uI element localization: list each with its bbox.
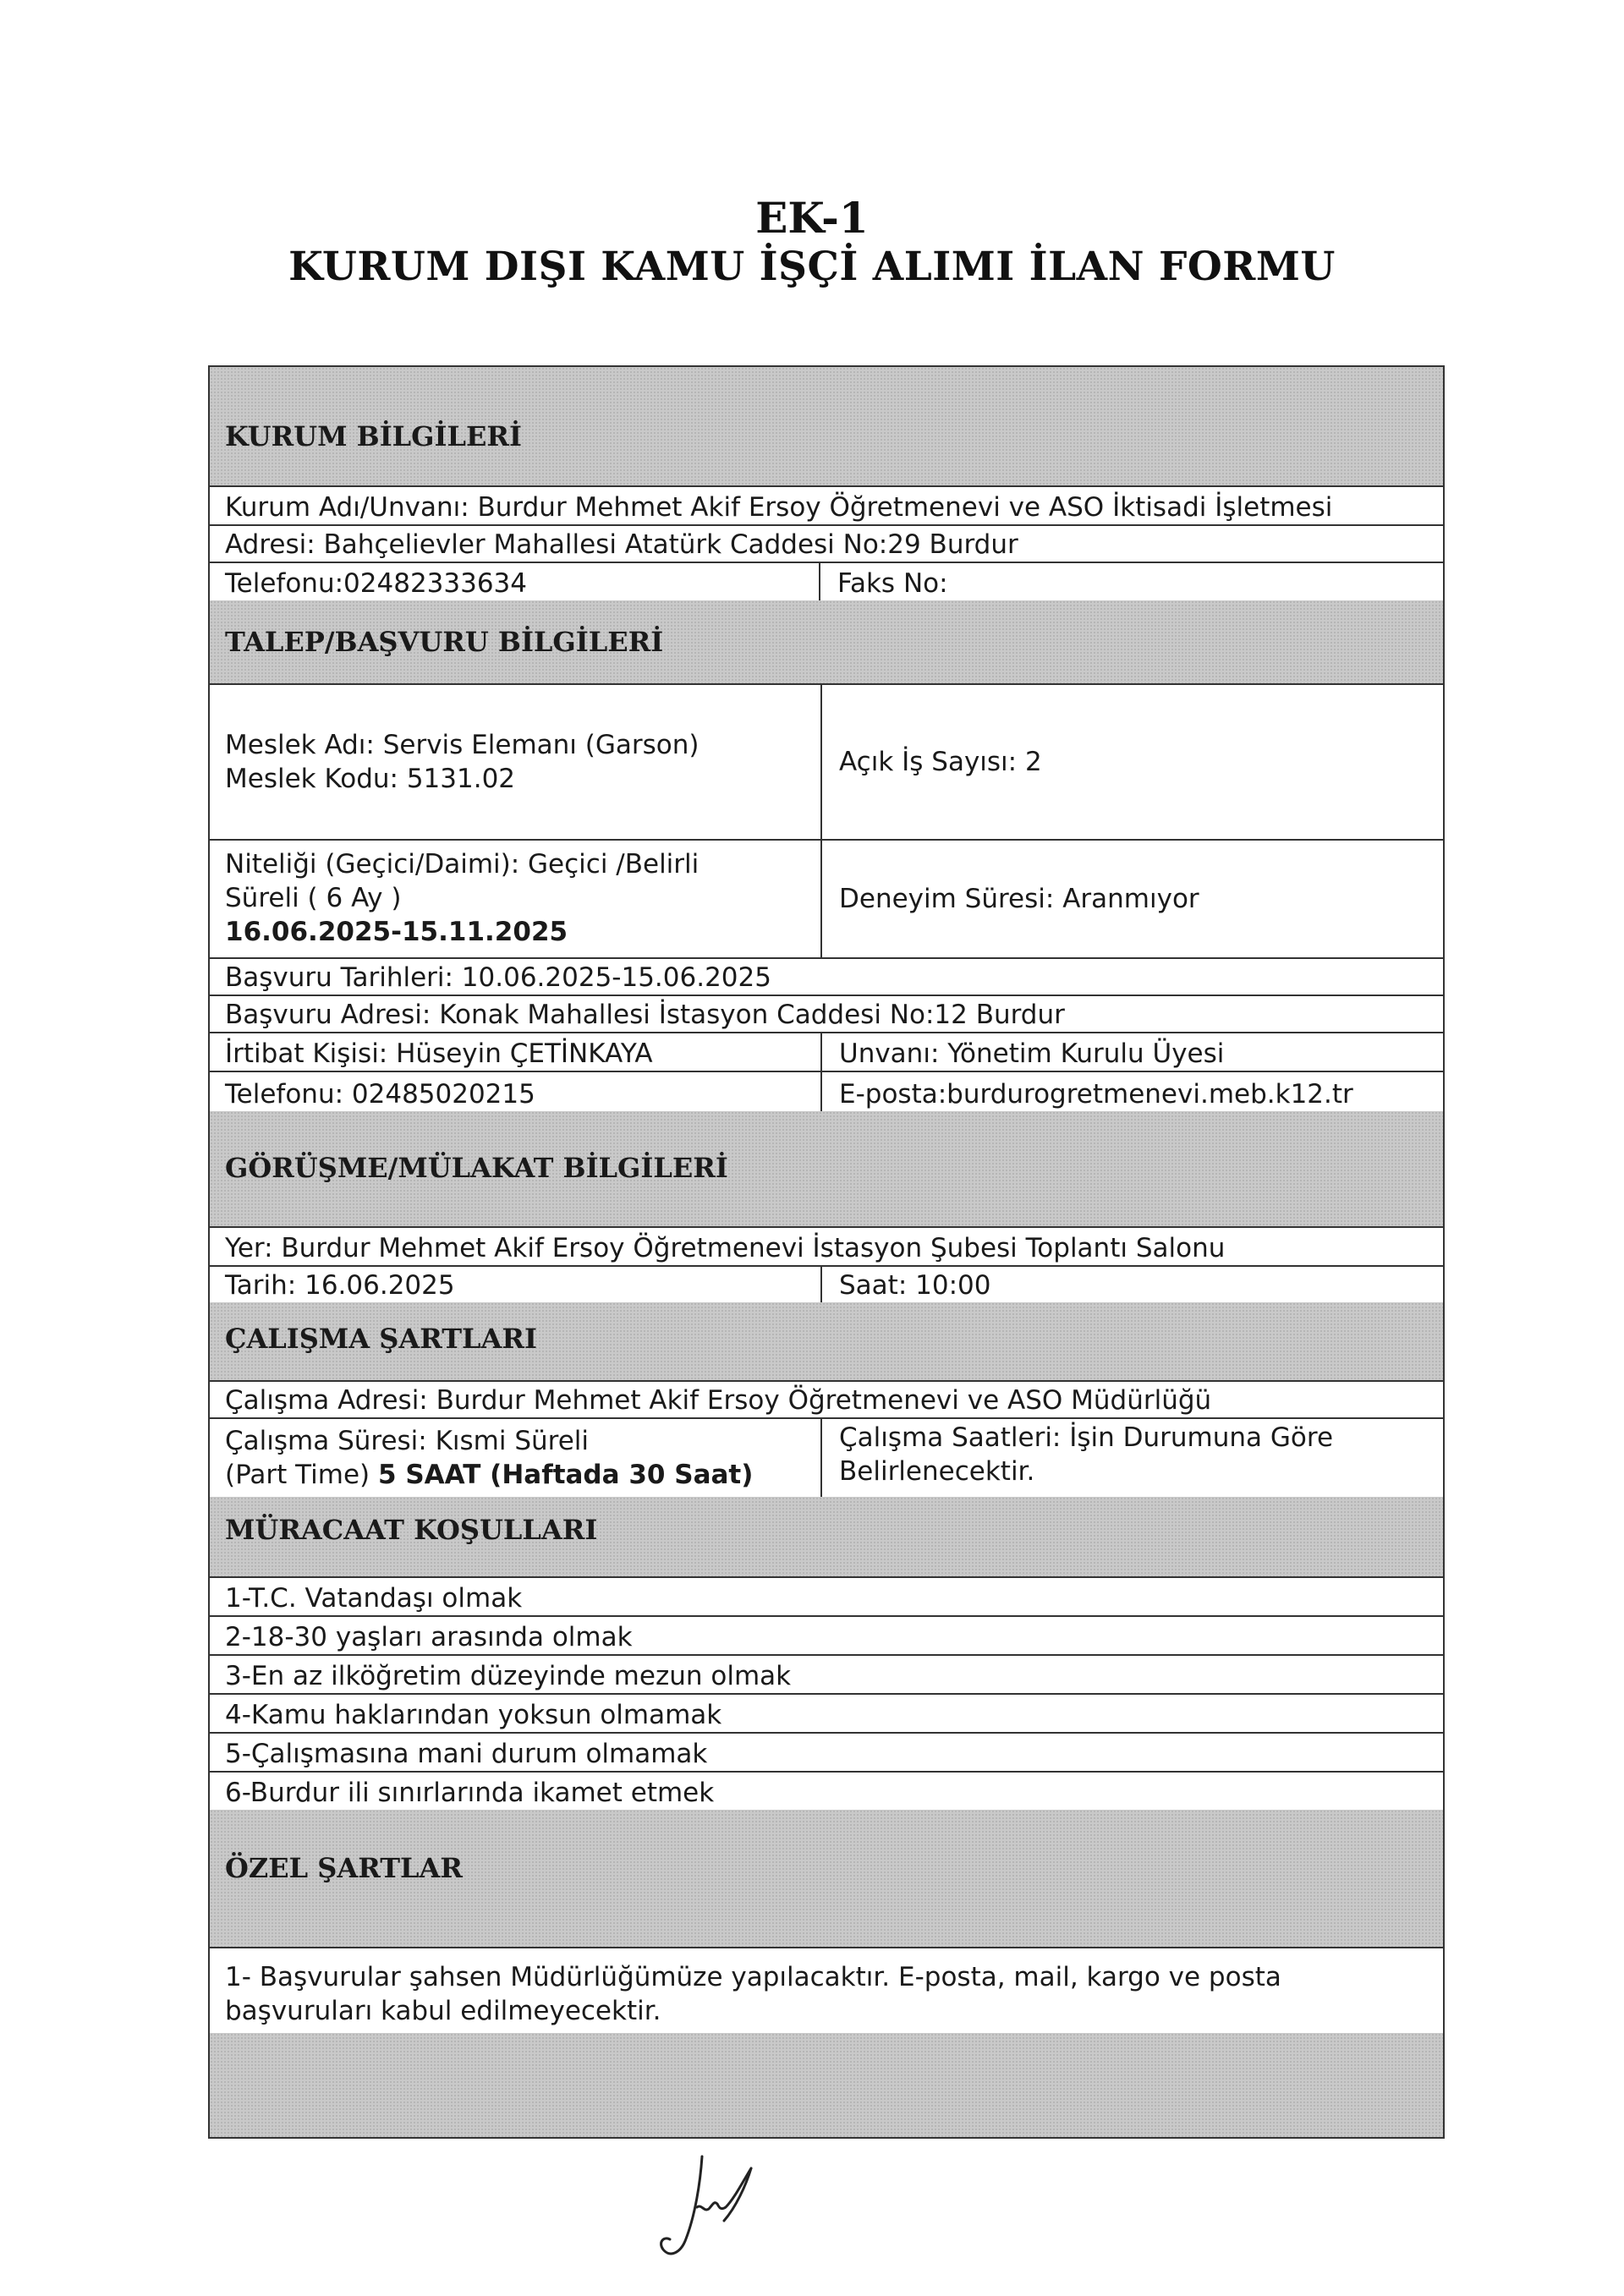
gorusme-saat: Saat: 10:00	[820, 1267, 1443, 1302]
calisma-suresi-part-time: (Part Time)	[225, 1460, 378, 1490]
kurum-phone: Telefonu:02482333634	[225, 568, 527, 599]
irtibat-unvani: Unvanı: Yönetim Kurulu Üyesi	[820, 1033, 1443, 1071]
meslek-kodu: Meslek Kodu: 5131.02	[225, 764, 516, 794]
section-footer-shaded	[210, 2033, 1443, 2137]
ozel-item-1-line-2: başvuruları kabul edilmeyecektir.	[225, 1996, 661, 2026]
row-ozel-item-1	[210, 1947, 1443, 2035]
section-gorusme-header	[210, 1111, 1443, 1228]
section-kurum-header	[210, 367, 1443, 485]
list-item	[210, 1615, 1443, 1656]
calisma-saatleri-line-2: Belirlenecektir.	[839, 1456, 1035, 1487]
muracaat-item-3: 3-En az ilköğretim düzeyinde mezun olmak	[225, 1661, 792, 1691]
niteligi-dates: 16.06.2025-15.11.2025	[225, 917, 568, 947]
calisma-adresi: Çalışma Adresi: Burdur Mehmet Akif Ersoy Öğretmenevi ve ASO Müdürlüğü	[225, 1385, 1212, 1416]
section-muracaat-header	[210, 1497, 1443, 1578]
list-item	[210, 1576, 1443, 1617]
calisma-saatleri-line-1: Çalışma Saatleri: İşin Durumuna Göre	[839, 1422, 1334, 1453]
section-title-kurum: KURUM BİLGİLERİ	[225, 420, 522, 452]
list-item	[210, 1771, 1443, 1811]
niteligi-line-2: Süreli ( 6 Ay )	[225, 883, 402, 913]
kurum-address: Adresi: Bahçelievler Mahallesi Atatürk Caddesi No:29 Burdur	[225, 529, 1018, 560]
row-basvuru-tarihleri	[210, 957, 1443, 996]
row-gorusme-yer	[210, 1226, 1443, 1267]
row-kurum-address	[210, 524, 1443, 563]
row-basvuru-adresi	[210, 995, 1443, 1033]
calisma-suresi-saat: 5 SAAT (Haftada 30 Saat)	[377, 1460, 754, 1490]
section-ozel-header	[210, 1810, 1443, 1948]
section-title-ozel: ÖZEL ŞARTLAR	[225, 1852, 463, 1884]
niteligi-cell	[210, 841, 820, 957]
meslek-adi: Meslek Adı: Servis Elemanı (Garson)	[225, 730, 700, 760]
muracaat-item-1: 1-T.C. Vatandaşı olmak	[225, 1583, 523, 1614]
gorusme-tarih: Tarih: 16.06.2025	[225, 1270, 455, 1301]
ozel-item-1-line-1: 1- Başvurular şahsen Müdürlüğümüze yapılacaktır. E-posta, mail, kargo ve posta	[225, 1962, 1281, 1992]
row-kurum-phone-fax	[210, 562, 1443, 602]
row-iletisim	[210, 1071, 1443, 1113]
row-gorusme-tarih-saat	[210, 1265, 1443, 1304]
page-subtitle-ek1: EK-1	[755, 193, 869, 243]
irtibat-telefon: Telefonu: 02485020215	[225, 1079, 535, 1110]
list-item	[210, 1693, 1443, 1734]
calisma-saatleri-cell	[820, 1419, 1443, 1497]
gorusme-yer: Yer: Burdur Mehmet Akif Ersoy Öğretmenevi İstasyon Şubesi Toplantı Salonu	[225, 1233, 1226, 1263]
deneyim-suresi: Deneyim Süresi: Aranmıyor	[820, 841, 1443, 957]
muracaat-item-5: 5-Çalışmasına mani durum olmamak	[225, 1739, 708, 1769]
section-calisma-header	[210, 1302, 1443, 1382]
row-niteligi	[210, 839, 1443, 959]
section-title-muracaat: MÜRACAAT KOŞULLARI	[225, 1514, 598, 1546]
muracaat-item-4: 4-Kamu haklarından yoksun olmamak	[225, 1700, 722, 1730]
ozel-item-1	[210, 1948, 1443, 2033]
row-kurum-name	[210, 485, 1443, 526]
irtibat-eposta: E-posta:burdurogretmenevi.meb.k12.tr	[820, 1072, 1443, 1111]
kurum-name: Kurum Adı/Unvanı: Burdur Mehmet Akif Ersoy Öğretmenevi ve ASO İktisadi İşletmesi	[225, 492, 1333, 523]
row-calisma-sure-saat	[210, 1417, 1443, 1499]
irtibat-kisisi: İrtibat Kişisi: Hüseyin ÇETİNKAYA	[225, 1038, 653, 1069]
kurum-fax: Faks No:	[819, 563, 1443, 600]
list-item	[210, 1654, 1443, 1695]
calisma-suresi-line-2	[225, 1458, 820, 1492]
calisma-suresi-cell	[210, 1419, 820, 1497]
section-talep-header	[210, 600, 1443, 685]
meslek-cell	[210, 685, 820, 839]
section-title-calisma: ÇALIŞMA ŞARTLARI	[225, 1323, 537, 1355]
row-meslek	[210, 683, 1443, 841]
page-title: KURUM DIŞI KAMU İŞÇİ ALIMI İLAN FORMU	[288, 244, 1336, 290]
basvuru-tarihleri: Başvuru Tarihleri: 10.06.2025-15.06.2025	[225, 962, 771, 993]
basvuru-adresi: Başvuru Adresi: Konak Mahallesi İstasyon Caddesi No:12 Burdur	[225, 1000, 1065, 1030]
section-title-gorusme: GÖRÜŞME/MÜLAKAT BİLGİLERİ	[225, 1152, 728, 1184]
row-calisma-adresi	[210, 1380, 1443, 1419]
acik-is-sayisi: Açık İş Sayısı: 2	[820, 685, 1443, 839]
list-item	[210, 1732, 1443, 1773]
section-title-talep: TALEP/BAŞVURU BİLGİLERİ	[225, 626, 664, 658]
signature-icon	[651, 2148, 787, 2266]
row-irtibat	[210, 1032, 1443, 1072]
muracaat-item-6: 6-Burdur ili sınırlarında ikamet etmek	[225, 1778, 715, 1808]
calisma-suresi-line-1: Çalışma Süresi: Kısmi Süreli	[225, 1426, 590, 1456]
niteligi-line-1: Niteliği (Geçici/Daimi): Geçici /Belirli	[225, 849, 700, 879]
muracaat-item-2: 2-18-30 yaşları arasında olmak	[225, 1622, 633, 1652]
announcement-form	[208, 365, 1445, 2139]
